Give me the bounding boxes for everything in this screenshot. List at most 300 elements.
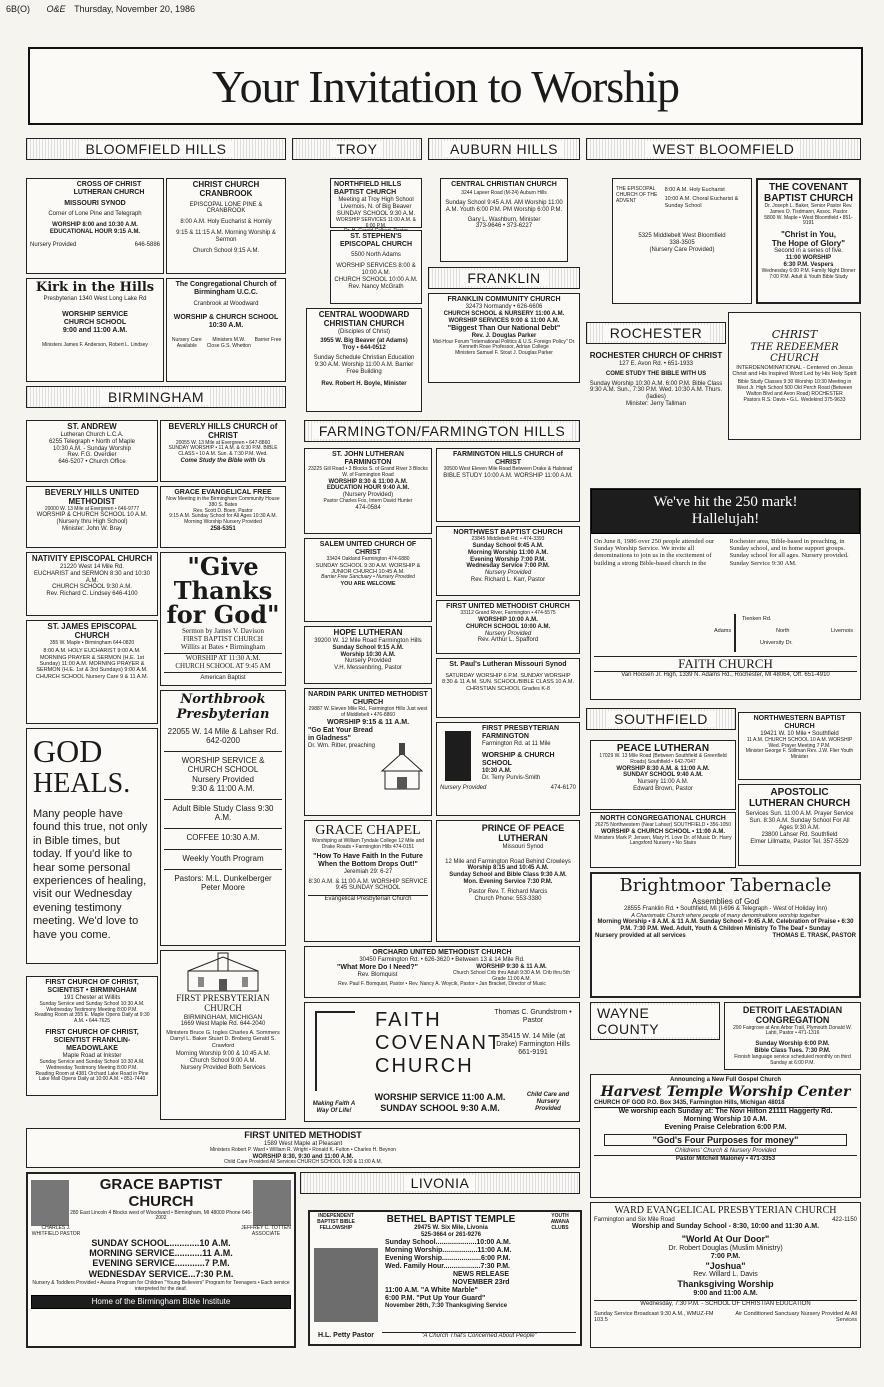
american-baptist: American Baptist [164, 672, 282, 682]
ad-northfield-hills-baptist [330, 178, 422, 228]
section-label: WAYNE COUNTY [591, 1005, 719, 1037]
schedule: Sunday Worship 10:30 A.M. 6:00 P.M. Bible Class 9:30 A.M. Sun., 7:30 P.M. Wed. 10:30 A.M. Thurs. (ladies) [589, 380, 723, 401]
church-school: Church School 9:00 A.M. [189, 1057, 257, 1064]
phone: 642-0200 [206, 736, 240, 746]
address: 22055 W. 14 Mile & Lahser Rd. [167, 726, 279, 736]
ad-grace-chapel [304, 820, 432, 942]
subtitle: Lutheran Church L.C.A. [60, 431, 124, 438]
section-farmington [304, 420, 580, 442]
pastor: Pastor Mitchell Maloney • 471-3353 [594, 1155, 857, 1163]
ministers: Rev. Paul F. Bomquist, Pastor • Rev. Nancy A. Woycik, Pastor • Jan Bracket, Director of Music [338, 981, 546, 988]
church-name: NORTH CONGREGATIONAL CHURCH [600, 815, 726, 822]
subtitle: INTERDENOMINATIONAL - Centered on Jesus Christ and His Inspired Word Led by His Holy Spirit [732, 364, 857, 377]
ad-christ-the-redeemer [728, 312, 861, 440]
pastor: Pastor Charles Fox, Intern David Hunter [323, 498, 413, 505]
brightmoor-foot [595, 933, 856, 940]
worship: Worship 10:30 A.M. [340, 651, 396, 658]
church-name: FARMINGTON HILLS CHURCH of CHRIST [453, 451, 563, 467]
time: 10:30 A.M. [482, 768, 512, 775]
ad-cross-of-christ [26, 178, 164, 274]
section-wayne-county [590, 1002, 720, 1040]
bethel-top [313, 1214, 577, 1239]
map-road-4: Livernois [830, 627, 853, 634]
ad-peace-lutheran [590, 740, 736, 810]
church-name: BEVERLY HILLS CHURCH of CHRIST [168, 422, 278, 440]
schedule: Sunday Schedule Christian Education 9:30 A.M. Worship 11:00 A.M. Barrier Free Building [313, 355, 415, 376]
morning-worship: Morning Worship 9:00 & 10:45 A.M. [175, 1050, 271, 1057]
times: 9:15 A.M. Sunday School for All Ages 10:30 A.M. Morning Worship Nursery Provided [169, 513, 277, 526]
evening-worship: Evening Worship 7:00 P.M. [470, 556, 546, 563]
church-name: SALEM UNITED CHURCH OF CHRIST [319, 541, 417, 557]
church-name: FIRST UNITED METHODIST [244, 1130, 362, 1140]
orchard-sermon [308, 964, 447, 982]
church-name: GRACE CHAPEL [315, 823, 421, 838]
phone: Troy • 644-0512 [342, 345, 386, 352]
schedule-2: Sunday Service and Sunday School 10:30 A.M. Wednesday Testimony Meeting 8:00 P.M. [39, 1059, 145, 1071]
worship: WORSHIP 10:00 A.M. [478, 616, 538, 623]
series: Second in a series of five. [774, 248, 843, 255]
map-north: North [776, 627, 790, 634]
address: Cranbrook at Woodward [193, 301, 259, 308]
nursery: Nursery & Toddlers Provided • Awana Program for Children "Young Believers" Program for Teenagers • Each service interpreted for the deaf. [32, 1279, 290, 1292]
announcement: Announcing a New Full Gospel Church [669, 1077, 781, 1083]
church-name: NORTHFIELD HILLS BAPTIST CHURCH [334, 181, 402, 197]
church-name: NATIVITY EPISCOPAL CHURCH [31, 554, 153, 563]
church-name: ROCHESTER CHURCH OF CHRIST [589, 351, 723, 360]
church-name: ORCHARD UNITED METHODIST CHURCH [372, 949, 512, 956]
church-name: FIRST CHURCH OF CHRIST, SCIENTIST • BIRMINGHAM [45, 979, 139, 995]
sermon-by: Sermon by James V. Davison [182, 627, 264, 635]
address: Worshiping at William Tyndale College 12 Mile and Drake Roads • Farmington Hills 474-0151 [311, 838, 425, 850]
name-2: COVENANT [375, 1032, 503, 1054]
air-conditioned: Air Conditioned Sanctuary Nursery Provided At All Services [735, 1310, 857, 1323]
ad-beverly-hills-church-of-christ [160, 420, 286, 482]
nursery: Nursery Provided [192, 774, 254, 784]
pastor: Rev. Scott D. Boen, Pastor [193, 507, 253, 514]
wednesday-service: WEDNESDAY SERVICE...7:30 P.M. [88, 1268, 234, 1279]
church-name: THE EPISCOPAL CHURCH OF THE ADVENT [616, 186, 658, 204]
barrier-free: Barrier Free [254, 337, 282, 344]
pastor: Edward Brown, Pastor [633, 786, 693, 793]
church-name: CROSS OF CHRIST LUTHERAN CHURCH [73, 181, 145, 197]
church-name: NORTHWESTERN BAPTIST CHURCH [753, 715, 846, 731]
ad-christian-science [26, 976, 158, 1096]
church-name-2: FIRST CHURCH OF CHRIST, SCIENTIST FRANKLIN-MEADOWLAKE [45, 1028, 139, 1053]
page-title: Your Invitation to Worship [212, 60, 679, 112]
section-rochester [586, 322, 726, 344]
pastor-photo [31, 1180, 69, 1226]
ad-give-thanks [160, 552, 286, 686]
section-bloomfield-hills [26, 138, 286, 160]
subtitle: EPISCOPAL LONE PINE & CRANBROOK [189, 201, 263, 215]
preacher: Dr. Robert Douglas (Muslim Ministry) [668, 1244, 783, 1252]
church-name-2: CHURCH [204, 1003, 242, 1014]
church-name: WARD EVANGELICAL PRESBYTERIAN CHURCH [614, 1205, 837, 1216]
pastor: Rev. Richard L. Karr, Pastor [470, 577, 546, 584]
news-date: NOVEMBER 23rd [452, 1279, 510, 1287]
address: Livernois, N. of Big Beaver [340, 203, 412, 210]
church-name: GRACE EVANGELICAL FREE [174, 489, 272, 496]
ad-grace-baptist [26, 1172, 296, 1348]
address: 5500 North Adams [351, 252, 401, 259]
phone: 474-0584 [355, 505, 381, 512]
minister: Rev. Robert H. Boyle, Minister [321, 380, 407, 387]
times: 9:30 & 11:00 A.M. [191, 783, 255, 793]
church-name: St. Paul's Lutheran Missouri Synod [449, 661, 567, 668]
nursery: Nursery provided at all services [595, 932, 686, 939]
ad-first-united-methodist-birmingham [26, 1128, 580, 1168]
phone: 258-5351 [210, 525, 236, 532]
map-road-3: Adams [714, 627, 732, 634]
info-row [170, 338, 282, 350]
come-study: Come Study the Bible with Us [180, 457, 266, 464]
worship: Worship 8:15 and 10:45 A.M. [467, 865, 549, 872]
worship: WORSHIP AT 11:30 A.M. [164, 653, 282, 662]
sermon: "God's Four Purposes for money" [604, 1134, 847, 1146]
address: 21220 West 14 Mile Rd. [60, 563, 124, 570]
worship: WORSHIP SERVICE 11:00 A.M. [374, 1092, 506, 1103]
sermon: "How To Have Faith In the Future When the Bottom Drops Out!" [313, 852, 423, 868]
church-name: CHRIST CHURCH CRANBROOK [192, 180, 260, 198]
headline-3: for God" [166, 600, 280, 629]
address: 17029 W. 13 Mile Road (Between Southfield & Greenfield Roads) Southfield • 642-7047 [599, 753, 727, 765]
phone: 373-9646 • 373-6227 [475, 223, 533, 230]
event-2: 6:00 P.M. "Put Up Your Guard" [385, 1295, 486, 1303]
ad-faith-covenant [304, 1002, 580, 1122]
minister: Minister: Jerry Tallman [626, 401, 686, 408]
church-school: Church School Crib thru Adult 9:30 A.M. Crib thru 5th Grade 11:00 A.M. [452, 969, 571, 982]
church-name: CENTRAL CHRISTIAN CHURCH [451, 181, 557, 188]
pastors: Pastors: M.L. Dunkelberger Peter Moore [164, 869, 282, 892]
faith-info [493, 1009, 573, 1057]
section-label: AUBURN HILLS [444, 141, 564, 157]
church-illustration [178, 953, 268, 993]
location: We worship each Sunday at: The Novi Hilton 21111 Haggerty Rd. [618, 1107, 833, 1115]
orchard-row [308, 964, 576, 982]
nursery: Nursery Provided Both Services [180, 1064, 266, 1071]
ad-northbrook-presbyterian [160, 690, 286, 946]
headline-1: "Give [187, 552, 259, 581]
section-label: SOUTHFIELD [608, 711, 714, 727]
monday: Mon. Evening Service 7:30 P.M. [463, 879, 553, 886]
church-name: ST. ANDREW [67, 422, 117, 431]
church-name: DETROIT LAESTADIAN CONGREGATION [742, 1005, 843, 1026]
evening-worship: Evening Worship....................6:00 P.M. [385, 1254, 511, 1262]
synod: Missouri Synod [502, 843, 544, 850]
coffee: COFFEE 10:30 A.M. [164, 828, 282, 842]
come-study: COME STUDY THE BIBLE WITH US [605, 370, 707, 377]
church-name: HOPE LUTHERAN [333, 628, 403, 637]
nursery: Nursery Provided [30, 241, 77, 248]
address: 28555 Franklin Rd. • Southfield, MI (I-696 & Telegraph - West of Holiday Inn) [624, 905, 827, 912]
ad-central-christian [440, 178, 568, 262]
address: 30450 Farmington Rd. • 626-3620 • Between 13 & 14 Mile Rd. [359, 957, 525, 964]
eucharist: EUCHARIST and SERMON 8:30 and 10:30 A.M. [34, 570, 150, 584]
church-name: BETHEL BAPTIST TEMPLE [386, 1214, 516, 1225]
ad-first-presbyterian-birmingham [160, 950, 286, 1120]
wednesday: Wednesday, 7:30 P.M. - SCHOOL OF CHRISTIAN EDUCATION [594, 1300, 857, 1308]
schedule: Sunday Service and Sunday School 10:30 A.M. Wednesday Testimony Meeting 8:00 P.M. [39, 1000, 145, 1013]
section-west-bloomfield [586, 138, 861, 160]
pastor: Dr. Terry Purvis-Smith [482, 774, 541, 781]
church-name: Brightmoor Tabernacle [619, 875, 832, 896]
nursery-row [440, 785, 576, 792]
subtitle: Now Meeting in the Birmingham Community House 380 S. Bates [166, 496, 280, 508]
child-care: Child Care Provided All Services CHURCH SCHOOL 9:30 & 11:00 A.M. [223, 1159, 383, 1166]
time-1: 8:00 A.M. Holy Eucharist [664, 187, 725, 193]
worship: WORSHIP 8:30 & 11:00 A.M. [328, 478, 408, 485]
address: 127 E. Avon Rd. • 651-1933 [618, 360, 694, 367]
ad-northwestern-baptist [738, 712, 861, 780]
church-school: CHURCH SCHOOL AT 9:45 AM [175, 662, 271, 671]
reading-room-2: Reading Room at 4381 Orchard Lake Road in Pine Lake Mall Opens Daily at 10:00 A.M. • 851-7440 [35, 1070, 149, 1083]
reading-room: Reading Room at 355 E. Maple Opens Daily at 9:30 A.M. • 644-7625 [34, 1012, 150, 1025]
pastor: Thomas C. Grundstrom • Pastor [494, 1009, 572, 1025]
ad-ward-presbyterian [590, 1202, 861, 1348]
ad-kirk-in-the-hills [26, 278, 164, 382]
ad-congregational [166, 278, 286, 382]
minister: Gary L. Washburn, Minister [467, 216, 541, 223]
church-name: CENTRAL WOODWARD CHRISTIAN CHURCH [318, 310, 410, 328]
section-auburn-hills [428, 138, 580, 160]
church-name: NORTHWEST BAPTIST CHURCH [453, 529, 563, 536]
nursery: (Nursery Care Provided) [649, 246, 715, 253]
ministers: Ministers Mark P. Jensen, Mary H. Love Dr. of Music Dr. Harry Langsford Nursery • No Stairs [594, 834, 732, 847]
vespers: 6:30 P.M. Vespers [783, 262, 834, 269]
evening-preacher: Rev. Willard L. Davis [693, 1271, 758, 1279]
advent-top [616, 187, 748, 209]
ministers: Ministers Samuel F. Stout J. Douglas Parker [455, 350, 553, 357]
address: 19421 W. 10 Mile • Southfield [760, 731, 839, 738]
church-name: PEACE LUTHERAN [616, 743, 710, 754]
ad-nardin-park [304, 688, 432, 816]
ad-beverly-hills-methodist [26, 486, 158, 548]
church-school: CHURCH SCHOOL 10:00 A.M. [334, 276, 418, 283]
pastor: Pastor Rev. T. Richard Marcis [468, 889, 548, 896]
barrier-free: Barrier Free Sanctuary • Nursery Provided [321, 574, 415, 581]
scripture: Jeremiah 29: 6-27 [343, 868, 393, 875]
address: 5800 W. Maple • West Bloomfield • 851-9191 [764, 214, 853, 227]
phone: 422-1150 [832, 1216, 857, 1223]
announcement [591, 489, 860, 534]
worship: 11:00 WORSHIP [785, 255, 832, 262]
schedule: 8:30 A.M. & 11:00 A.M. WORSHIP SERVICE 9:45 SUNDAY SCHOOL [308, 878, 428, 892]
banner [28, 47, 863, 125]
headline-1: GOD [33, 733, 103, 769]
sunday-school: SUNDAY SCHOOL............10 A.M. [91, 1237, 231, 1248]
child-care: Child Care and Nursery Provided [526, 1092, 570, 1113]
ad-st-john-lutheran [304, 448, 432, 534]
grace-title [69, 1176, 253, 1222]
orchard-times [447, 964, 576, 982]
church-name-3: CHURCH [770, 353, 819, 365]
church-illustration [377, 741, 427, 791]
evening-sermon: "Joshua" [705, 1260, 746, 1271]
ad-covenant-baptist [756, 178, 861, 304]
morning-worship: Morning Worship 10 A.M. [683, 1115, 768, 1123]
ad-faith-church [590, 488, 861, 700]
worship: Sunday Worship 6:00 P.M. [755, 1041, 830, 1048]
subtitle: (Disciples of Christ) [337, 328, 390, 335]
cross-icon [315, 1011, 355, 1091]
denomination: Evangelical Presbyterian Church [308, 895, 428, 903]
section-troy [292, 138, 422, 160]
phone: 661-9191 [518, 1049, 548, 1057]
morning-service: MORNING SERVICE...........11 A.M. [89, 1247, 233, 1258]
ministers: Ministers Robert P. Ward • William R. Wright • Ronald K. Fulton • Charles H. Beynon [209, 1146, 397, 1153]
address: 290 Fairgrove at Ann Arbor Trail, Plymouth Donald W. Lahti, Pastor • 471-1316 [733, 1024, 852, 1037]
pastor: Elmer Lillmatte, Pastor Tel. 357-5529 [750, 838, 849, 845]
worship: WORSHIP 8:30, 9:30 and 11:00 A.M. [252, 1153, 354, 1160]
faith-services [365, 1092, 515, 1113]
ad-bethel-baptist [308, 1210, 582, 1346]
section-label: TROY [331, 141, 384, 157]
headline-2: HEALS. [33, 767, 131, 799]
phone: 646-5207 • Church Office [58, 459, 126, 466]
pastor-photo [314, 1248, 378, 1322]
section-southfield [586, 708, 736, 730]
church-name: NARDIN PARK UNITED METHODIST CHURCH [308, 691, 428, 707]
worship: WORSHIP SERVICES 9:00 & 11:00 A.M. [448, 317, 560, 324]
schedule: SUNDAY WORSHIP • 11 A.M. & 6:30 P.M. BIBLE CLASS • 10 A.M. Sun. & 7:30 P.M. Wed. [168, 445, 278, 458]
bible-class: Bible Class Tues. 7:30 P.M. [754, 1048, 831, 1055]
church-name-2: CHURCH [128, 1193, 194, 1211]
news-title: NEWS RELEASE [452, 1270, 509, 1278]
ad-st-andrew [26, 420, 158, 482]
nursery: Nursery Provided [484, 630, 532, 637]
preacher: Dr. Wm. Ritter, preaching [308, 742, 376, 749]
ad-grace-evangelical [160, 486, 286, 548]
sunday-school: Sunday School.....................10:00 A.M. [385, 1238, 511, 1246]
address: 23800 Lahser Rd. Southfield [761, 831, 838, 838]
church-school: CHURCH SCHOOL [63, 318, 127, 326]
ad-st-james-episcopal [26, 620, 158, 724]
worship: WORSHIP SERVICE [62, 310, 128, 318]
location-map [714, 614, 857, 652]
ward-row [594, 1217, 857, 1224]
worship: Worship and Sunday School - 8:30, 10:00 and 11:30 A.M. [631, 1223, 820, 1231]
church-name-2: Presbyterian [176, 706, 270, 722]
youth: Weekly Youth Program [164, 849, 282, 863]
address: 5325 Middlebelt West Bloomfield [638, 232, 726, 239]
body: Many people have found this true, not only in Bible times, but today. If you'd like to hear some personal experiences of healing, visit our Wednesday evening testimony meeting. We'd love to have you come. [33, 807, 148, 941]
phone: Church Phone: 553-3380 [474, 896, 542, 903]
church-name: FAITH CHURCH [594, 656, 857, 672]
phone: 338-3505 [669, 239, 695, 246]
worship: WORSHIP SERVICES 8:00 & 10:00 A.M. [336, 262, 416, 276]
nursery: (Nursery thru High School) [56, 519, 128, 526]
morning-worship: Morning Worship 11:00 A.M. [467, 549, 548, 556]
time: 10:30 A.M. - Sunday Worship [53, 445, 131, 452]
address: 23225 Gill Road • 3 Blocks S. of Grand River 3 Blocks W. of Farmington Road [308, 466, 428, 478]
worship: WORSHIP & CHURCH SCHOOL [173, 313, 279, 321]
section-label: BLOOMFIELD HILLS [79, 141, 232, 157]
church-name-1: CHRIST [771, 328, 818, 341]
youth: YOUTH AWANA CLUBS [550, 1213, 570, 1231]
schedule: 8:00 A.M. HOLY EUCHARIST 9:00 A.M. MORNING PRAYER & SERMON (H.E. 1st Sunday) 11:00 A.M. MORNING PRAYER & SERMON (H.E. 1st & 3rd Sundays) 9:00 A.M. CHURCH SCHOOL Nursery Care 9 & 11 A.M. [35, 648, 149, 680]
paper-name: O&E [46, 4, 66, 14]
morning-worship: Morning Worship..................11:00 A.M. [385, 1246, 512, 1254]
schedule: Sunday School 9:45 A.M. AM Worship 11:00 A.M. Youth 6:00 P.M. PM Worship 6:00 P.M. [445, 199, 563, 213]
address: Farmington Rd. at 11 Mile [482, 741, 551, 748]
ad-rochester-church-of-christ [586, 350, 726, 440]
subtitle: Presbyterian 1340 West Long Lake Rd [43, 295, 147, 302]
address: 20055 W. 13 Mile at Evergreen • 647-8860 [175, 439, 271, 446]
church-name: BEVERLY HILLS UNITED METHODIST [44, 488, 140, 506]
church-of-god: CHURCH OF GOD P.O. Box 3435, Farmington Hills, Michigan 48018 [594, 1100, 857, 1108]
city: BIRMINGHAM, MICHIGAN [183, 1013, 263, 1021]
headline-1: We've hit the 250 mark! [653, 494, 798, 510]
address: 23845 Middlebelt Rd. • 474-3393 [471, 536, 545, 543]
ad-hope-lutheran [304, 626, 432, 684]
nursery: Nursery Provided [344, 658, 392, 665]
address: 3244 Lapeer Road (M-24) Auburn Hills [461, 190, 547, 197]
time-2: 10:00 A.M. Choral Eucharist & Sunday School [664, 196, 739, 209]
church-name: The Congregational Church of Birmingham U.C.C. [175, 281, 277, 297]
address: Farmington and Six Mile Road [594, 1216, 675, 1223]
address: 12 Mile and Farmington Road Behind Crowleys [445, 858, 571, 865]
section-label: LIVONIA [405, 1175, 476, 1191]
worship: WORSHIP SERVICES 11:00 A.M. & 6:00 P.M. [335, 216, 417, 229]
subtitle: Assemblies of God [691, 896, 760, 906]
phone: 646-5886 [134, 241, 160, 248]
address: 6255 Telegraph • North of Maple [48, 438, 136, 445]
address: 355 W. Maple • Birmingham 644-0820 [49, 639, 135, 646]
church-name: THE COVENANT BAPTIST CHURCH [764, 182, 853, 204]
ward-foot [594, 1311, 857, 1324]
pastor: CHARLES J. WHITFIELD PASTOR [31, 1225, 81, 1237]
ad-st-pauls-lutheran [436, 658, 580, 718]
sermon-line-1: "Christ in You, [780, 230, 837, 239]
ad-north-congregational [590, 812, 736, 868]
preacher: Rev. Blomquist [357, 971, 398, 978]
section-label: BIRMINGHAM [102, 389, 210, 405]
sermon-line-2: The Hope of Glory" [771, 239, 846, 249]
nursery: Nursery Provided [484, 570, 532, 577]
ad-st-stephens [330, 230, 422, 304]
phone: 474-6170 [550, 784, 576, 791]
cross-icon [445, 731, 471, 781]
faith-title [375, 1009, 502, 1078]
church: FIRST BAPTIST CHURCH [183, 635, 263, 644]
worship: WORSHIP 9:30 & 11 A.M. [476, 963, 547, 970]
welcome: YOU ARE WELCOME [340, 581, 396, 588]
independent: INDEPENDENT BAPTIST BIBLE FELLOWSHIP [317, 1213, 355, 1231]
section-label: FARMINGTON/FARMINGTON HILLS [313, 423, 571, 439]
section-label: FRANKLIN [461, 270, 546, 286]
associate: JEFFREY C. TOTTEN ASSOCIATE [241, 1225, 291, 1237]
childrens-church: Childrens' Church & Nursery Provided [674, 1148, 777, 1155]
address: 3955 W. Big Beaver (at Adams) [320, 338, 408, 345]
address: 1589 West Maple at Pleasant [263, 1140, 343, 1147]
pastor: Rev. F.G. Overdier [67, 452, 117, 459]
ad-first-united-methodist-farmington [436, 600, 580, 654]
rector: Rev. Nancy McGrath [348, 283, 404, 290]
times [665, 187, 748, 209]
body: On June 8, 1986 over 250 people attended our Sunday Worship Service. We invite all denominations to join us in the excitement of building a strong Bible-based church in the Rochester area, Bible-based in preaching, in Sunday school, and in home support groups. Sunday school for all ages. Nursery provided. Sunday Service 9:30 AM. [594, 537, 849, 567]
schedule: BIBLE STUDY 10:00 A.M. WORSHIP 11:00 A.M. [443, 472, 573, 479]
bible-institute: Home of the Birmingham Bible Institute [31, 1295, 291, 1308]
event-3: November 26th, 7:30 Thanksgiving Service [385, 1303, 508, 1310]
time-2: 9:15 & 11:15 A.M. Morning Worship & Sermon [176, 230, 276, 244]
thanksgiving-time: 9:00 and 11:00 A.M. [693, 1289, 758, 1297]
sermon: "World At Our Door" [681, 1234, 770, 1245]
preacher: Rev. J. Douglas Parker [471, 332, 537, 339]
church-name-1: GRACE BAPTIST [99, 1176, 223, 1193]
schedule: Bible Study Classes 9:30 Worship 10:30 Meeting in West Jr. High School 500 Old Perch Road (Between Walton Blvd and Avon Road) ROCHESTER [736, 379, 853, 397]
address: 32473 Normandy • 626-6606 [465, 304, 543, 311]
church-name-1: Northbrook [180, 692, 266, 707]
